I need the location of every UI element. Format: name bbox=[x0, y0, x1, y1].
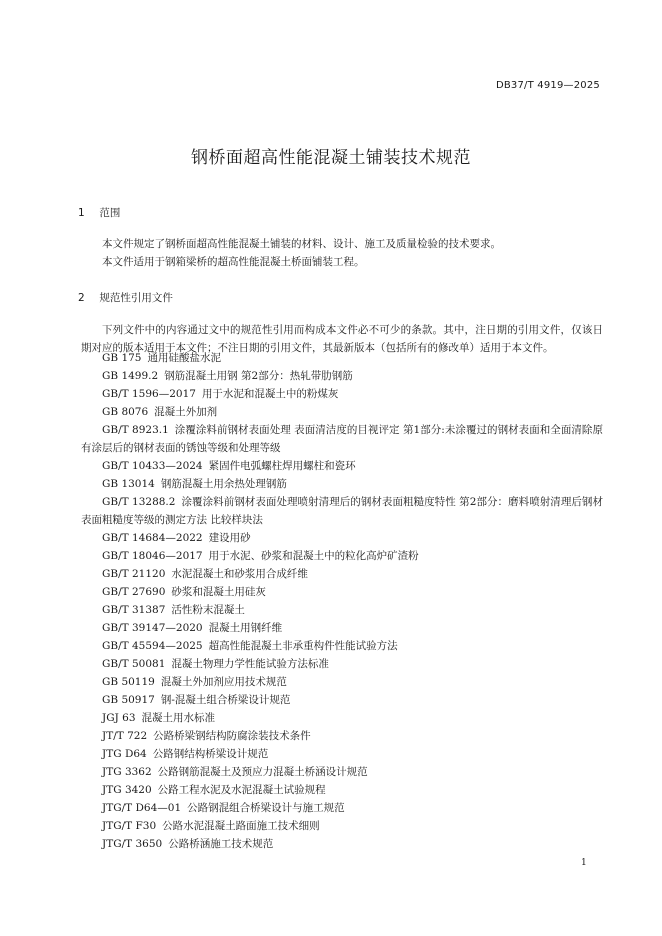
reference-item bbox=[81, 727, 603, 745]
reference-code: GB 1499.2 bbox=[102, 370, 159, 382]
section-2-title: 规范性引用文件 bbox=[99, 292, 173, 304]
reference-title: 混凝土外加剂 bbox=[154, 406, 218, 418]
reference-title: 通用硅酸盐水泥 bbox=[147, 352, 221, 364]
reference-code: GB 50119 bbox=[102, 676, 155, 688]
reference-title: 砂浆和混凝土用硅灰 bbox=[171, 586, 266, 598]
document-code: DB37/T 4919—2025 bbox=[495, 80, 600, 91]
reference-code: GB/T 27690 bbox=[102, 586, 166, 598]
reference-item bbox=[81, 421, 603, 457]
reference-code: GB 8076 bbox=[102, 406, 149, 418]
reference-item bbox=[81, 781, 603, 799]
reference-title: 水泥混凝土和砂浆用合成纤维 bbox=[171, 568, 308, 580]
reference-code: GB/T 13288.2 bbox=[102, 496, 176, 508]
reference-item bbox=[81, 493, 603, 529]
reference-title: 公路工程水泥及水泥混凝土试验规程 bbox=[157, 784, 326, 796]
reference-item bbox=[81, 655, 603, 673]
reference-item bbox=[81, 475, 603, 493]
reference-code: JTG D64 bbox=[102, 748, 147, 760]
reference-title: 用于水泥和混凝土中的粉煤灰 bbox=[201, 388, 339, 400]
reference-title: 公路钢混组合桥梁设计与施工规范 bbox=[187, 802, 345, 814]
reference-code: GB 175 bbox=[102, 352, 142, 364]
reference-title: 混凝土外加剂应用技术规范 bbox=[160, 676, 287, 688]
reference-code: JTG 3362 bbox=[102, 766, 152, 778]
reference-item bbox=[81, 601, 603, 619]
reference-title: 用于水泥、砂浆和混凝土中的粒化高炉矿渣粉 bbox=[208, 550, 419, 562]
reference-title: 钢筋混凝土用钢 第2部分：热轧带肋钢筋 bbox=[164, 370, 353, 382]
reference-code: GB 13014 bbox=[102, 478, 155, 490]
reference-code: GB/T 39147—2020 bbox=[102, 622, 203, 634]
reference-title: 公路钢结构桥梁设计规范 bbox=[152, 748, 269, 760]
reference-title: 公路水泥混凝土路面施工技术细则 bbox=[162, 820, 320, 832]
document-title: 钢桥面超高性能混凝土铺装技术规范 bbox=[191, 148, 471, 168]
section-1-heading bbox=[78, 205, 120, 220]
section-1-number: 1 bbox=[78, 207, 85, 219]
section-1-title: 范围 bbox=[99, 207, 121, 219]
reference-title: 公路桥涵施工技术规范 bbox=[168, 838, 274, 850]
reference-title: 建设用砂 bbox=[208, 532, 251, 544]
reference-code: GB/T 45594—2025 bbox=[102, 640, 203, 652]
reference-title: 公路桥梁钢结构防腐涂装技术条件 bbox=[153, 730, 311, 742]
reference-code: GB/T 14684—2022 bbox=[102, 532, 203, 544]
reference-title: 涂覆涂料前钢材表面处理喷射清理后的钢材表面粗糙度特性 第2部分：磨料喷射清理后钢材表面粗糙度等级的测定方法 比较样块法 bbox=[81, 496, 603, 526]
reference-code: GB/T 8923.1 bbox=[102, 424, 169, 436]
reference-code: GB/T 18046—2017 bbox=[102, 550, 203, 562]
reference-item bbox=[81, 673, 603, 691]
reference-item bbox=[81, 565, 603, 583]
section-2-number: 2 bbox=[78, 292, 85, 304]
reference-item bbox=[81, 637, 603, 655]
reference-code: JTG 3420 bbox=[102, 784, 152, 796]
reference-code: JTG/T D64—01 bbox=[102, 802, 182, 814]
reference-code: GB/T 50081 bbox=[102, 658, 166, 670]
reference-title: 超高性能混凝土非承重构件性能试验方法 bbox=[208, 640, 398, 652]
reference-item bbox=[81, 385, 603, 403]
reference-item bbox=[81, 745, 603, 763]
reference-title: 公路钢筋混凝土及预应力混凝土桥涵设计规范 bbox=[157, 766, 368, 778]
reference-title: 活性粉末混凝土 bbox=[171, 604, 245, 616]
reference-code: GB 50917 bbox=[102, 694, 155, 706]
reference-code: GB/T 1596—2017 bbox=[102, 388, 196, 400]
reference-title: 紧固件电弧螺柱焊用螺柱和瓷环 bbox=[208, 460, 356, 472]
reference-item bbox=[81, 709, 603, 727]
reference-code: JTG/T F30 bbox=[102, 820, 157, 832]
reference-item bbox=[81, 691, 603, 709]
reference-item bbox=[81, 367, 603, 385]
section-1-paragraph-2: 本文件适用于钢箱梁桥的超高性能混凝土桥面铺装工程。 bbox=[102, 256, 365, 268]
reference-title: 混凝土物理力学性能试验方法标准 bbox=[171, 658, 329, 670]
section-1-paragraph-1: 本文件规定了钢桥面超高性能混凝土铺装的材料、设计、施工及质量检验的技术要求。 bbox=[102, 238, 501, 250]
reference-item bbox=[81, 763, 603, 781]
reference-item bbox=[81, 457, 603, 475]
reference-item bbox=[81, 529, 603, 547]
section-2-heading bbox=[78, 290, 173, 305]
reference-item bbox=[81, 349, 603, 367]
reference-title: 混凝土用水标准 bbox=[141, 712, 216, 724]
reference-item bbox=[81, 835, 603, 853]
reference-item bbox=[81, 583, 603, 601]
page-number: 1 bbox=[581, 858, 587, 868]
reference-code: GB/T 21120 bbox=[102, 568, 166, 580]
section-2-intro: 下列文件中的内容通过文中的规范性引用而构成本文件必不可少的条款。其中，注日期的引用文件，仅该日期对应的版本适用于本文件；不注日期的引用文件，其最新版本（包括所有的修改单）适用于本文件。 bbox=[81, 324, 603, 354]
reference-item bbox=[81, 547, 603, 565]
reference-title: 涂覆涂料前钢材表面处理 表面清洁度的目视评定 第1部分:未涂覆过的钢材表面和全面清除原有涂层后的钢材表面的锈蚀等级和处理等级 bbox=[81, 424, 603, 454]
reference-code: GB/T 31387 bbox=[102, 604, 166, 616]
reference-item bbox=[81, 799, 603, 817]
reference-item bbox=[81, 619, 603, 637]
reference-title: 钢筋混凝土用余热处理钢筋 bbox=[160, 478, 287, 490]
reference-title: 钢-混凝土组合桥梁设计规范 bbox=[160, 694, 291, 706]
reference-item bbox=[81, 817, 603, 835]
reference-code: GB/T 10433—2024 bbox=[102, 460, 203, 472]
reference-list bbox=[81, 349, 603, 853]
reference-code: JT/T 722 bbox=[102, 730, 148, 742]
reference-item bbox=[81, 403, 603, 421]
reference-code: JTG/T 3650 bbox=[102, 838, 163, 850]
reference-title: 混凝土用钢纤维 bbox=[208, 622, 283, 634]
reference-code: JGJ 63 bbox=[102, 712, 136, 724]
